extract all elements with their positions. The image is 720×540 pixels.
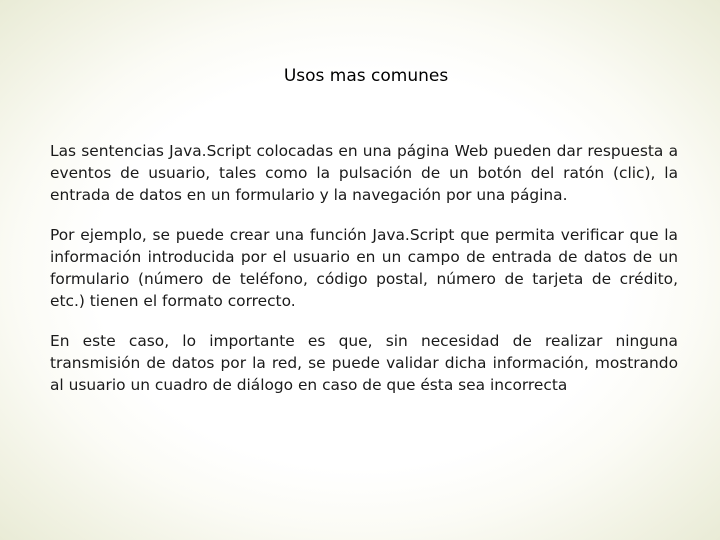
slide-title: Usos mas comunes [283,66,449,86]
paragraph-3: En este caso, lo importante es que, sin necesidad de realizar ninguna transmisión de datos por la red, se puede validar dicha información, mostrando al usuario un cuadro de diálogo en caso de que ésta sea incorrecta [50,332,678,394]
slide-body [50,140,678,414]
paragraph-1: Las sentencias Java.Script colocadas en una página Web pueden dar respuesta a eventos de usuario, tales como la pulsación de un botón del ratón (clic), la entrada de datos en un formulario y la navegación por una página. [50,142,678,204]
paragraph-2: Por ejemplo, se puede crear una función Java.Script que permita verificar que la información introducida por el usuario en un campo de entrada de datos de un formulario (número de teléfono, código postal, número de tarjeta de crédito, etc.) tienen el formato correcto. [50,226,678,310]
